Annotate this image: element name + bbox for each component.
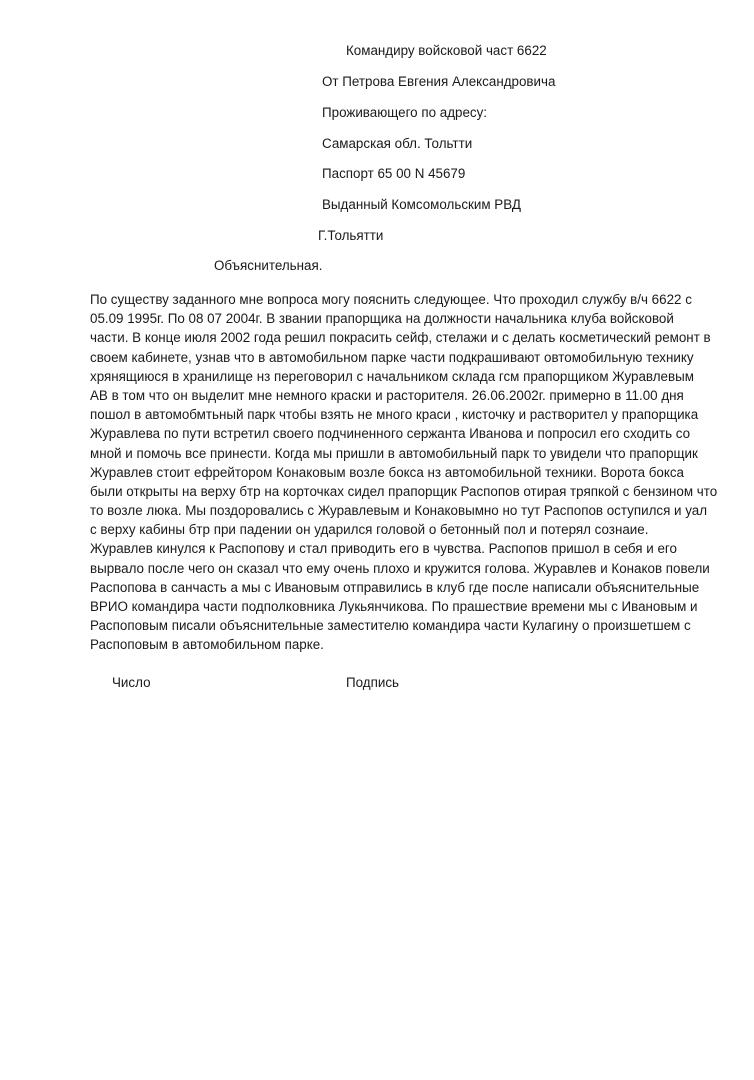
body-line: 05.09 1995г. По 08 07 2004г. В звании прапорщика на должности начальника клуба войсковой	[90, 311, 674, 327]
body-line: Распоповым писали объяснительные заместителю командира части Кулагину о произшетшем с	[90, 618, 691, 634]
header-city: Г.Тольятти	[318, 228, 384, 243]
footer-date-label: Число	[112, 675, 151, 690]
document-title: Объяснительная.	[214, 258, 323, 273]
body-line: вырвало после чего он сказал что ему очень плохо и кружится голова. Журавлев и Конаков повели	[90, 560, 710, 576]
body-line: части. В конце июля 2002 года решил покрасить сейф, стелажи и с делать косметический ремонт в	[90, 330, 711, 346]
footer-signature-label: Подпись	[346, 675, 399, 690]
header-issued-by: Выданный Комсомольским РВД	[322, 197, 521, 212]
body-line: АВ в том что он выделит мне немного краски и расторителя. 26.06.2002г. примерно в 11.00 дня	[90, 387, 684, 403]
body-line: своем кабинете, узнав что в автомобильном парке части подкрашивают овтомобильную технику	[90, 349, 694, 365]
body-line: пошол в автомобмтьный парк чтобы взять не много краси , кисточку и растворител у прапорщика	[90, 407, 699, 423]
body-line: были открыты на верху бтр на корточках сидел прапорщик Распопов отирая тряпкой с бензином что	[90, 483, 718, 499]
body-line: Распопова в санчасть а мы с Ивановым отправились в клуб где после написали объяснительные	[90, 579, 700, 595]
body-line: ВРИО командира части подполковника Лукьянчикова. По прашествие времени мы с Ивановым и	[90, 599, 698, 614]
body-line: хрянящиюся в хранилище нз переговорил с начальником склада гсм прапорщиком Журавлевым	[90, 368, 694, 384]
body-line: Журавлева по пути встретил своего подчиненного сержанта Иванова и попросил его сходить со	[90, 426, 691, 442]
body-line: то возле люка. Мы поздоровались с Журавлевым и Конаковымно но тут Распопов оступился и уал	[90, 503, 708, 519]
header-residence-label: Проживающего по адресу:	[322, 105, 488, 120]
header-passport: Паспорт 65 00 N 45679	[322, 166, 466, 181]
header-addressee: Командиру войсковой част 6622	[346, 43, 547, 58]
body-line: Распоповым в автомобильном парке.	[90, 637, 324, 653]
body-paragraph	[90, 290, 730, 655]
header-address: Самарская обл. Тольтти	[322, 136, 473, 151]
body-line: Журавлев стоит ефрейтором Конаковым возле бокса нз автомобильной техники. Ворота бокса	[90, 464, 684, 480]
body-line: По существу заданного мне вопроса могу пояснить следующее. Что проходил службу в/ч 6622 с	[90, 292, 692, 307]
header-from: От Петрова Евгения Александровича	[322, 74, 556, 89]
body-line: Журавлев кинулся к Распопову и стал приводить его в чувства. Распопов пришол в себя и его	[90, 541, 677, 557]
body-line: мной и помочь все принести. Когда мы пришли в автомобильный парк то увидели что прапорщик	[90, 445, 698, 461]
body-line: с верху кабины бтр при падении он ударился головой о бетонный пол и потерял сознаие.	[90, 522, 649, 538]
